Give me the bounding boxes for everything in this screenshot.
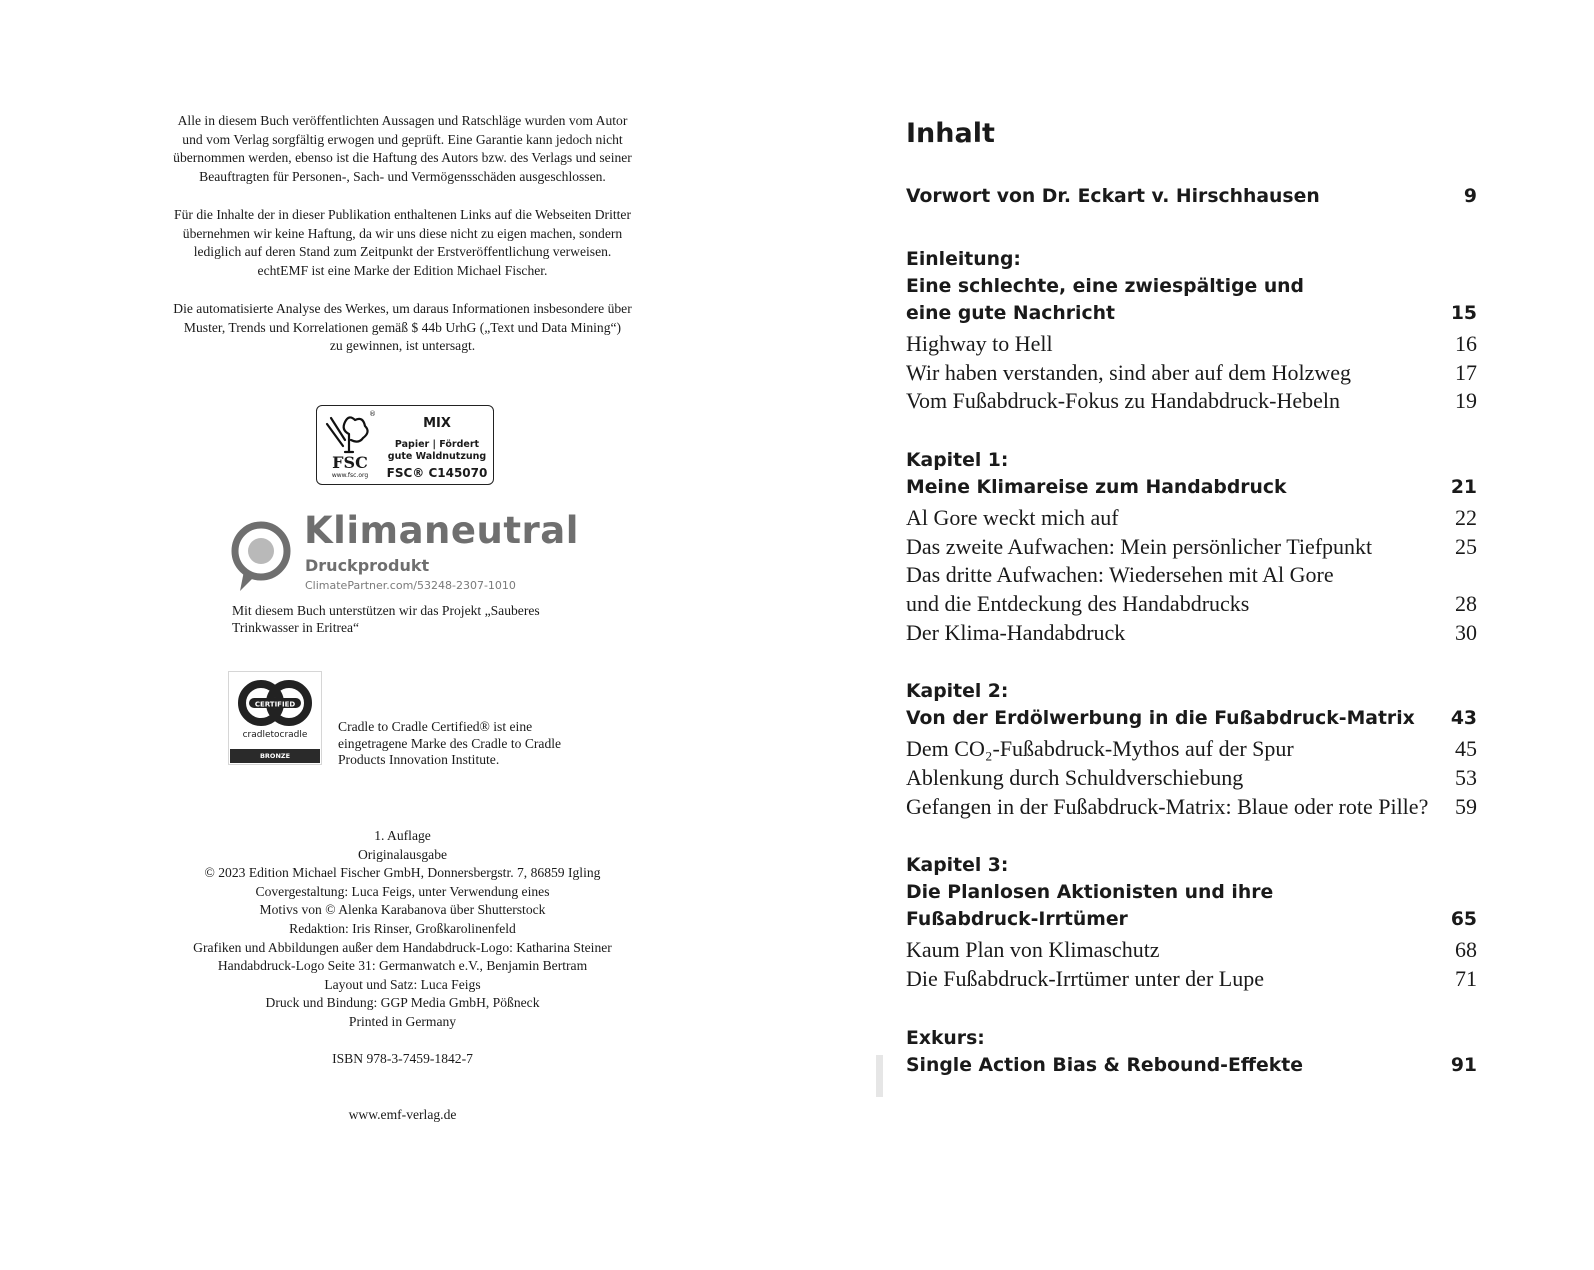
toc-entry[interactable] <box>906 937 1477 967</box>
toc-heading-entry[interactable] <box>906 303 1477 333</box>
imprint-line: Redaktion: Iris Rinser, Großkarolinenfeld <box>289 920 516 936</box>
fsc-brand: FSC <box>332 453 368 472</box>
fsc-registered-mark: ® <box>369 410 376 418</box>
toc-entry-page: 15 <box>1450 303 1477 324</box>
c2c-certified-label: CERTIFIED <box>254 700 296 709</box>
toc-entry-title: Eine schlechte, eine zwiespältige und <box>906 276 1305 297</box>
imprint-line: Druck und Bindung: GGP Media GmbH, Pößneck <box>265 995 540 1011</box>
text-data-mining-paragraph <box>130 300 675 356</box>
toc-entry-title: Ablenkung durch Schuldverschiebung <box>906 765 1244 790</box>
toc-entry-title: Kapitel 3: <box>906 855 1009 876</box>
disclaimer-line: und vom Verlag sorgfältig erwogen und geprüft. Eine Garantie kann jedoch nicht <box>182 131 623 147</box>
toc-entry-page: 91 <box>1450 1055 1477 1076</box>
links-paragraph <box>130 206 675 280</box>
c2c-level-badge: BRONZE <box>230 749 320 763</box>
toc-entry-title: Das zweite Aufwachen: Mein persönlicher Tiefpunkt <box>906 534 1373 559</box>
toc-entry-title: Vorwort von Dr. Eckart v. Hirschhausen <box>906 186 1320 207</box>
toc-heading-entry <box>906 681 1477 711</box>
toc-entry-title: Single Action Bias & Rebound-Effekte <box>906 1055 1303 1076</box>
links-line: echtEMF ist eine Marke der Edition Michael Fischer. <box>257 262 548 278</box>
toc-entry-title: Meine Klimareise zum Handabdruck <box>906 477 1287 498</box>
toc-heading-entry[interactable] <box>906 1055 1477 1085</box>
fsc-description <box>385 439 489 463</box>
toc-entry-title: eine gute Nachricht <box>906 303 1115 324</box>
toc-heading-entry <box>906 855 1477 885</box>
toc-entry[interactable] <box>906 331 1477 361</box>
toc-entry-title: und die Entdeckung des Handabdrucks <box>906 591 1250 616</box>
tdm-line: Muster, Trends und Korrelationen gemäß $ 44b UrhG („Text und Data Mining“) <box>183 319 622 335</box>
climate-url: ClimatePartner.com/53248-2307-1010 <box>305 579 516 592</box>
fsc-url: www.fsc.org <box>331 472 369 479</box>
c2c-wordmark: cradletocradle <box>242 730 308 740</box>
fsc-logo <box>316 405 494 485</box>
toc-heading-entry <box>906 450 1477 480</box>
cradle-to-cradle-logo <box>228 671 322 765</box>
toc-entry-page: 28 <box>1455 591 1477 616</box>
toc-entry-title: Fußabdruck-Irrtümer <box>906 909 1128 930</box>
toc-entry-title: Wir haben verstanden, sind aber auf dem Holzweg <box>906 360 1352 385</box>
climate-title: Klimaneutral <box>304 509 579 552</box>
toc-entry-title: Gefangen in der Fußabdruck-Matrix: Blaue oder rote Pille? <box>906 794 1429 819</box>
toc-entry-page: 59 <box>1455 794 1477 819</box>
links-line: übernehmen wir keine Haftung, da wir uns diese nicht zu eigen machen, sondern <box>182 225 623 241</box>
toc-heading-entry[interactable] <box>906 909 1477 939</box>
toc-heading-entry[interactable] <box>906 477 1477 507</box>
toc-entry-page: 19 <box>1455 388 1477 413</box>
tdm-line: Die automatisierte Analyse des Werkes, um daraus Informationen insbesondere über <box>173 301 632 316</box>
fsc-tree-icon <box>323 410 375 456</box>
toc-entry-title: Von der Erdölwerbung in die Fußabdruck-Matrix <box>906 708 1415 729</box>
toc-entry-page: 21 <box>1450 477 1477 498</box>
toc-entry-page: 45 <box>1455 736 1477 761</box>
toc-entry-page: 53 <box>1455 765 1477 790</box>
toc-entry[interactable] <box>906 360 1477 390</box>
toc-entry[interactable] <box>906 765 1477 795</box>
links-line: lediglich auf deren Stand zum Zeitpunkt der Erstveröffentlichung verweisen. <box>193 244 612 260</box>
toc-entry-title: Vom Fußabdruck-Fokus zu Handabdruck-Hebeln <box>906 388 1341 413</box>
toc-entry-title: Einleitung: <box>906 249 1021 270</box>
toc-entry-title: Highway to Hell <box>906 331 1053 356</box>
disclaimer-line: Beauftragten für Personen-, Sach- und Vermögensschäden ausgeschlossen. <box>199 168 606 184</box>
climatepartner-icon <box>230 517 292 593</box>
toc-entry-title: Al Gore weckt mich auf <box>906 505 1119 530</box>
fsc-mix-label: MIX <box>423 416 451 431</box>
imprint-line: Covergestaltung: Luca Feigs, unter Verwendung eines <box>255 883 550 899</box>
disclaimer-line: übernommen werden, ebenso ist die Haftung des Autors bzw. des Verlags und seiner <box>173 150 632 166</box>
toc-entry-title: Kaum Plan von Klimaschutz <box>906 937 1160 962</box>
imprint-line: 1. Auflage <box>374 828 431 843</box>
toc-entry-title: Die Fußabdruck-Irrtümer unter der Lupe <box>906 966 1264 991</box>
toc-entry-page: 65 <box>1450 909 1477 930</box>
toc-entry[interactable] <box>906 736 1477 766</box>
toc-entry-title: Das dritte Aufwachen: Wiedersehen mit Al Gore <box>906 562 1334 587</box>
toc-entry[interactable] <box>906 794 1477 824</box>
c2c-line: Products Innovation Institute. <box>338 752 500 767</box>
disclaimer-line: Alle in diesem Buch veröffentlichten Aussagen und Ratschläge wurden vom Autor <box>177 113 628 128</box>
toc-entry-page: 43 <box>1450 708 1477 729</box>
toc-entry-page: 17 <box>1455 360 1477 385</box>
tdm-line: zu gewinnen, ist untersagt. <box>329 338 476 354</box>
support-line: Mit diesem Buch unterstützen wir das Projekt „Sauberes <box>232 603 540 618</box>
climate-subtitle: Druckprodukt <box>305 556 430 575</box>
toc-entry-title: Exkurs: <box>906 1028 985 1049</box>
c2c-line: Cradle to Cradle Certified® ist eine <box>338 719 533 734</box>
toc-heading-entry <box>906 276 1477 306</box>
c2c-line: eingetragene Marke des Cradle to Cradle <box>338 735 562 751</box>
exkurs-marker <box>876 1055 883 1097</box>
imprint-line: Grafiken und Abbildungen außer dem Handabdruck-Logo: Katharina Steiner <box>193 939 612 955</box>
disclaimer-paragraph <box>130 112 675 186</box>
toc-heading-entry <box>906 249 1477 279</box>
imprint-line: Layout und Satz: Luca Feigs <box>324 976 481 992</box>
toc-entry-title: Die Planlosen Aktionisten und ihre <box>906 882 1274 903</box>
publisher-website <box>130 1106 675 1125</box>
fsc-desc-line: Papier | Fördert <box>394 439 480 450</box>
toc-heading-entry <box>906 882 1477 912</box>
toc-entry-title: Dem CO₂-Fußabdruck-Mythos auf der Spur <box>906 736 1294 761</box>
toc-entry-page: 25 <box>1455 534 1477 559</box>
website-link[interactable]: www.emf-verlag.de <box>348 1107 457 1122</box>
climate-neutral-logo <box>230 509 579 595</box>
support-project-text <box>232 603 540 636</box>
imprint-line: © 2023 Edition Michael Fischer GmbH, Donnersbergstr. 7, 86859 Igling <box>204 865 601 881</box>
toc-entry[interactable] <box>906 591 1477 621</box>
c2c-trademark-text <box>338 719 561 769</box>
toc-entry-page: 9 <box>1463 186 1477 207</box>
links-line: Für die Inhalte der in dieser Publikation enthaltenen Links auf die Webseiten Dritter <box>174 207 631 222</box>
imprint-line: Motivs von © Alenka Karabanova über Shutterstock <box>259 902 546 918</box>
isbn-text: ISBN 978-3-7459-1842-7 <box>332 1051 473 1066</box>
toc-entry[interactable] <box>906 388 1477 418</box>
toc-entry-title: Kapitel 1: <box>906 450 1009 471</box>
imprint-line: Handabdruck-Logo Seite 31: Germanwatch e.V., Benjamin Bertram <box>217 958 588 974</box>
toc-entry <box>906 562 1477 592</box>
toc-entry-page: 71 <box>1455 966 1477 991</box>
toc-entry-page: 22 <box>1455 505 1477 530</box>
imprint-line: Originalausgabe <box>357 846 448 862</box>
toc-entry[interactable] <box>906 534 1477 564</box>
imprint-line: Printed in Germany <box>348 1013 457 1029</box>
toc-entry-title: Der Klima-Handabdruck <box>906 620 1126 645</box>
fsc-license-code: FSC® C145070 <box>386 466 488 480</box>
imprint-block <box>130 827 675 1032</box>
right-page <box>797 0 1594 1270</box>
toc-entry-page: 16 <box>1455 331 1477 356</box>
page-title: Inhalt <box>906 118 995 149</box>
toc-entry-page: 68 <box>1455 937 1477 962</box>
toc-entry-page: 30 <box>1455 620 1477 645</box>
toc-entry[interactable] <box>906 966 1477 996</box>
toc-heading-entry <box>906 1028 1477 1058</box>
toc-entry[interactable] <box>906 505 1477 535</box>
fsc-desc-line: gute Waldnutzung <box>387 451 487 462</box>
toc-entry-title: Kapitel 2: <box>906 681 1009 702</box>
support-line: Trinkwasser in Eritrea“ <box>232 619 360 635</box>
toc-heading-entry[interactable] <box>906 186 1477 216</box>
c2c-infinity-icon <box>235 678 315 728</box>
toc-heading-entry[interactable] <box>906 708 1477 738</box>
toc-entry[interactable] <box>906 620 1477 650</box>
isbn <box>130 1050 675 1069</box>
